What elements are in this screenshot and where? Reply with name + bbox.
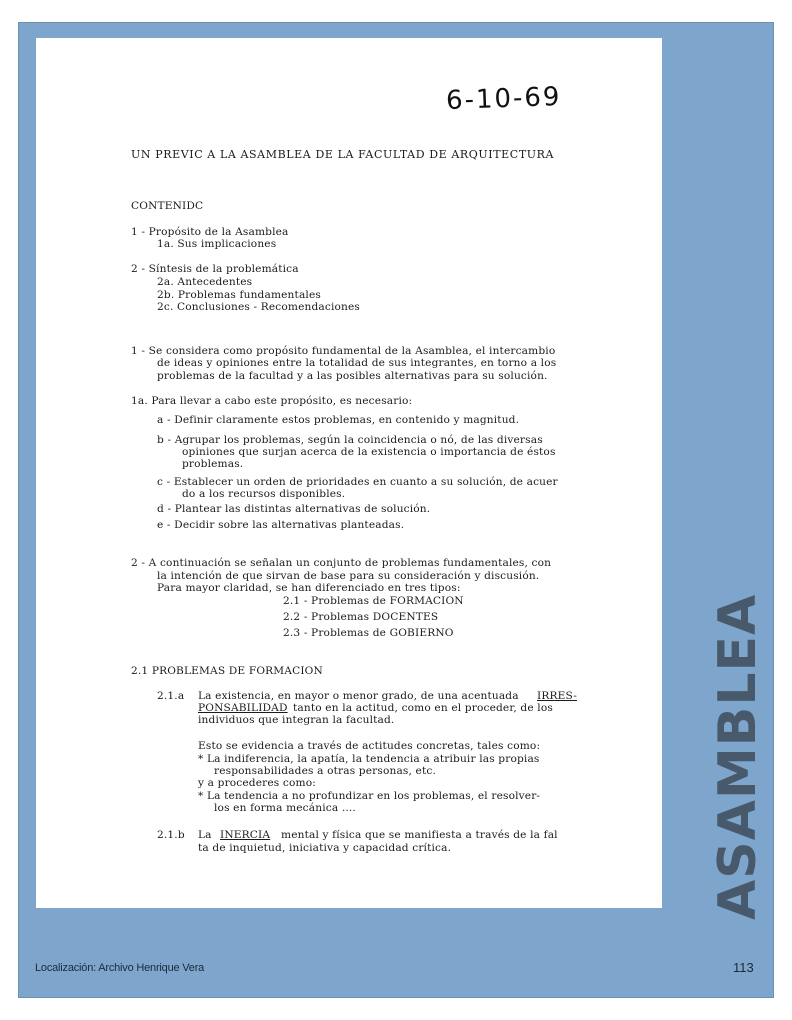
section21a-line: individuos que integran la facultad. (198, 714, 395, 726)
toc-item: 2c. Conclusiones - Recomendaciones (157, 301, 361, 313)
section2-line: la intención de que sirvan de base para su consideración y discusión. (157, 570, 540, 582)
irresponsabilidad-underlined: IRRES- (537, 690, 577, 702)
section21a-line: tanto en la actitud, como en el proceder, de los (293, 702, 553, 714)
toc-item: 2 - Síntesis de la problemática (131, 263, 299, 275)
problem-type: 2.2 - Problemas DOCENTES (283, 611, 439, 623)
evidence-line: y a procederes como: (198, 777, 316, 789)
evidence-line: * La indiferencia, la apatía, la tendencia a atribuir las propias (198, 753, 540, 765)
section21a-line: La existencia, en mayor o menor grado, de una acentuada (198, 690, 519, 702)
section2-line: 2 - A continuación se señalan un conjunto de problemas fundamentales, con (131, 557, 552, 569)
toc-item: 2b. Problemas fundamentales (157, 289, 321, 301)
section21b-line: La (198, 829, 212, 841)
archive-location-caption: Localización: Archivo Henrique Vera (35, 962, 205, 974)
section1a-intro: 1a. Para llevar a cabo este propósito, es necesario: (131, 395, 413, 407)
section-side-title: ASAMBLEA (708, 593, 768, 920)
section1a-item: problemas. (182, 458, 244, 470)
irresponsabilidad-underlined: PONSABILIDAD (198, 702, 288, 714)
section1a-item: e - Decidir sobre las alternativas planteadas. (157, 519, 405, 531)
document-title: UN PREVIC A LA ASAMBLEA DE LA FACULTAD DE ARQUITECTURA (131, 148, 555, 161)
section21a-label: 2.1.a (157, 690, 185, 702)
inercia-underlined: INERCIA (220, 829, 271, 841)
section1a-item: do a los recursos disponibles. (182, 488, 346, 500)
section1a-item: opiniones que surjan acerca de la existencia o importancia de éstos (182, 446, 556, 458)
toc-item: 1 - Propósito de la Asamblea (131, 226, 289, 238)
section21b-line: ta de inquietud, iniciativa y capacidad crítica. (198, 842, 452, 854)
handwritten-date: 6-10-69 (445, 81, 562, 117)
section21-heading: 2.1 PROBLEMAS DE FORMACION (131, 665, 323, 677)
page-number: 113 (733, 960, 754, 975)
evidence-line: * La tendencia a no profundizar en los problemas, el resolver- (198, 790, 541, 802)
problem-type: 2.1 - Problemas de FORMACION (283, 595, 464, 607)
section1a-item: c - Establecer un orden de prioridades en cuanto a su solución, de acuer (157, 476, 558, 488)
toc-item: 2a. Antecedentes (157, 276, 253, 288)
section1-line: 1 - Se considera como propósito fundamental de la Asamblea, el intercambio (131, 345, 556, 357)
problem-type: 2.3 - Problemas de GOBIERNO (283, 627, 454, 639)
contents-heading: CONTENIDC (131, 200, 204, 212)
toc-item: 1a. Sus implicaciones (157, 238, 277, 250)
section1-line: de ideas y opiniones entre la totalidad de sus integrantes, en torno a los (157, 357, 557, 369)
evidence-line: los en forma mecánica .... (214, 802, 356, 814)
section21b-label: 2.1.b (157, 829, 185, 841)
evidence-line: Esto se evidencia a través de actitudes concretas, tales como: (198, 740, 541, 752)
section1a-item: b - Agrupar los problemas, según la coincidencia o nó, de las diversas (157, 434, 543, 446)
section21b-line: mental y física que se manifiesta a través de la fal (281, 829, 558, 841)
section2-line: Para mayor claridad, se han diferenciado en tres tipos: (157, 582, 461, 594)
section1a-item: d - Plantear las distintas alternativas de solución. (157, 503, 431, 515)
evidence-line: responsabilidades a otras personas, etc. (214, 765, 436, 777)
section1-line: problemas de la facultad y a las posibles alternativas para su solución. (157, 370, 548, 382)
section1a-item: a - Definir claramente estos problemas, en contenido y magnitud. (157, 414, 520, 426)
